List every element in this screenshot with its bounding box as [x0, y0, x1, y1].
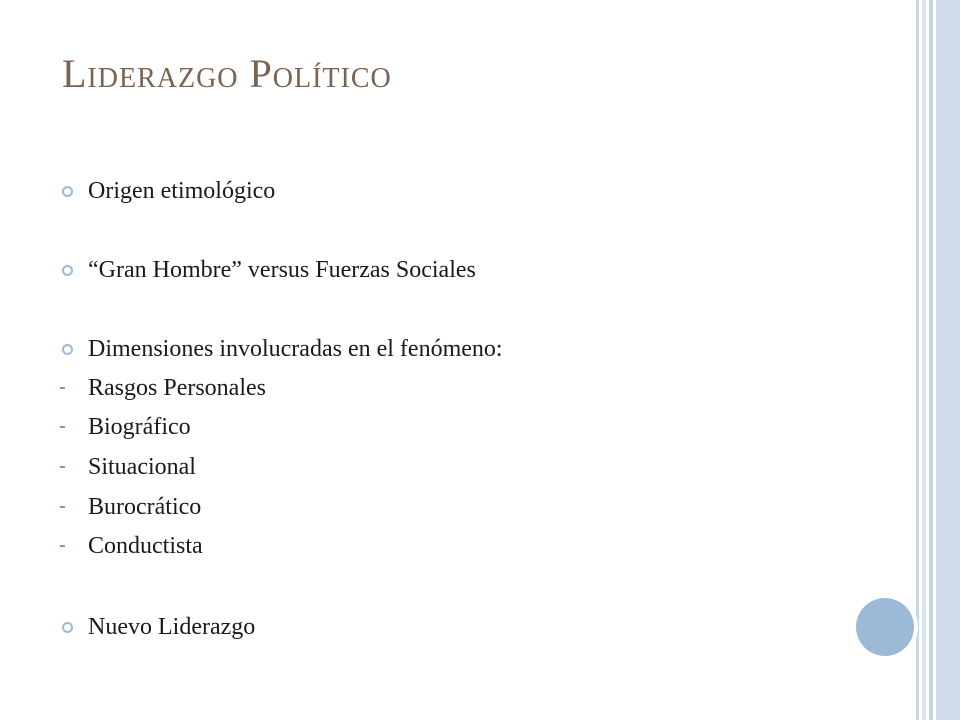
sub-bullet-item [60, 452, 196, 482]
bullet-text: “Gran Hombre” versus Fuerzas Sociales [88, 256, 476, 283]
decorative-stripes [916, 0, 960, 720]
sub-bullet-text: Biográfico [88, 413, 191, 440]
sub-bullet-item [60, 412, 191, 442]
circle-bullet-icon [60, 622, 88, 633]
sub-bullet-text: Conductista [88, 532, 203, 559]
dash-bullet-icon [60, 426, 88, 428]
sub-bullet-text: Rasgos Personales [88, 374, 266, 401]
dash-bullet-icon [60, 506, 88, 508]
sub-bullet-text: Situacional [88, 453, 196, 480]
sub-bullet-text: Burocrático [88, 493, 202, 520]
circle-bullet-icon [60, 265, 88, 276]
dash-bullet-icon [60, 466, 88, 468]
sub-bullet-item [60, 492, 201, 522]
bullet-item [60, 176, 275, 206]
circle-bullet-icon [60, 186, 88, 197]
sub-bullet-item [60, 531, 203, 561]
bullet-item [60, 255, 476, 285]
bullet-text: Origen etimológico [88, 177, 276, 204]
bullet-text: Dimensiones involucradas en el fenómeno: [88, 335, 503, 362]
bullet-text: Nuevo Liderazgo [88, 613, 256, 640]
slide-title: Liderazgo Político [62, 51, 392, 96]
bullet-item [60, 334, 503, 364]
bullet-item [60, 612, 255, 642]
sub-bullet-item [60, 373, 266, 403]
dash-bullet-icon [60, 387, 88, 389]
decorative-circle [856, 598, 914, 656]
dash-bullet-icon [60, 545, 88, 547]
circle-bullet-icon [60, 344, 88, 355]
